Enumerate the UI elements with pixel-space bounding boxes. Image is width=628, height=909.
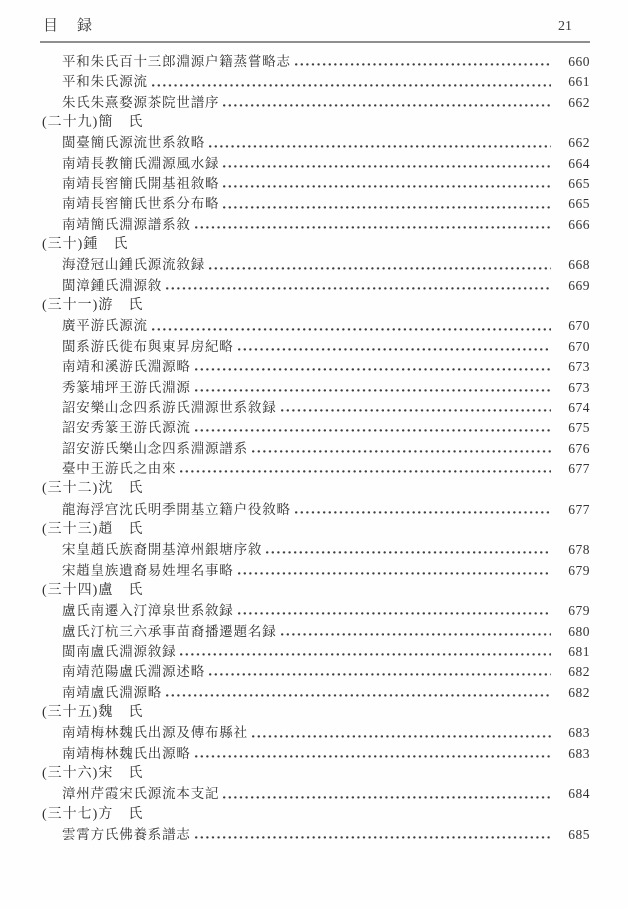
toc-item-title: (三十二)沈 氏 <box>42 481 144 497</box>
toc-row <box>40 316 590 336</box>
toc-item-page: 677 <box>568 501 590 517</box>
toc-item-page: 664 <box>568 155 590 171</box>
toc-item-page: 670 <box>568 318 590 334</box>
toc-row <box>40 398 590 418</box>
toc-item-title: 閩臺簡氏源流世系敘略 <box>62 135 205 151</box>
toc-item-page: 682 <box>568 664 590 680</box>
toc-row <box>40 133 590 153</box>
toc-row <box>40 601 590 621</box>
toc-row <box>40 276 590 296</box>
dot-leader <box>265 543 551 557</box>
toc-row <box>40 642 590 662</box>
toc-row <box>40 662 590 682</box>
dot-leader <box>222 96 551 110</box>
toc-row <box>40 255 590 275</box>
toc-item-page: 678 <box>568 542 590 558</box>
toc-item-title: 秀篆埔坪王游氏淵源 <box>62 379 191 395</box>
dot-leader <box>280 401 552 415</box>
toc-item-title: 詔安秀篆王游氏源流 <box>62 420 191 436</box>
toc-item-page: 679 <box>568 562 590 578</box>
toc-row <box>40 459 590 479</box>
toc-item-page: 682 <box>568 684 590 700</box>
toc-item-title: (二十九)簡 氏 <box>42 115 144 131</box>
dot-leader <box>208 137 551 151</box>
toc-item-page: 675 <box>568 420 590 436</box>
toc-row <box>40 479 590 499</box>
toc-item-page: 674 <box>568 399 590 415</box>
toc-row <box>40 93 590 113</box>
dot-leader <box>222 177 551 191</box>
toc-item-page: 680 <box>568 623 590 639</box>
toc-row <box>40 215 590 235</box>
toc-row <box>40 723 590 743</box>
toc-row <box>40 154 590 174</box>
dot-leader <box>194 218 551 232</box>
toc-item-title: 宋皇趙氏族裔開基漳州銀塘序敘 <box>62 542 263 558</box>
page-number: 21 <box>558 19 572 34</box>
toc-item-page: 665 <box>568 196 590 212</box>
toc-row <box>40 764 590 784</box>
toc-item-title: (三十五)魏 氏 <box>42 705 144 720</box>
toc-item-title: 南靖長窖簡氏開基祖敘略 <box>62 176 220 192</box>
toc-item-title: 南靖長窖簡氏世系分布略 <box>62 196 220 212</box>
dot-leader <box>165 686 551 700</box>
toc-item-title: 宋趙皇族遺裔易姓埋名事略 <box>62 562 234 578</box>
dot-leader <box>151 320 551 334</box>
toc-item-title: 廣平游氏源流 <box>62 318 148 334</box>
toc-item-title: 南靖梅林魏氏出源略 <box>62 745 191 761</box>
toc-item-page: 662 <box>568 135 590 151</box>
dot-leader <box>237 340 551 354</box>
toc-item-title: (三十)鍾 氏 <box>42 237 129 253</box>
page-header <box>40 12 590 43</box>
dot-leader <box>151 76 551 90</box>
dot-leader <box>179 645 551 659</box>
dot-leader <box>280 625 552 639</box>
toc-item-title: 詔安樂山念四系游氏淵源世系敘録 <box>62 399 277 415</box>
toc-row <box>40 174 590 194</box>
toc-item-title: 南靖范陽盧氏淵源述略 <box>62 664 205 680</box>
toc-row <box>40 439 590 459</box>
toc-item-title: 雲霄方氏佛養系譜志 <box>62 827 191 843</box>
toc-item-title: 平和朱氏源流 <box>62 74 148 90</box>
toc-item-page: 684 <box>568 786 590 802</box>
dot-leader <box>194 381 551 395</box>
toc-item-page: 677 <box>568 460 590 476</box>
toc-item-title: 臺中王游氏之由來 <box>62 460 177 476</box>
toc-row <box>40 805 590 825</box>
toc-item-title: 南靖梅林魏氏出源及傳布縣社 <box>62 725 248 741</box>
toc-row <box>40 194 590 214</box>
toc-row <box>40 337 590 357</box>
dot-leader <box>237 564 551 578</box>
toc-row <box>40 357 590 377</box>
dot-leader <box>222 157 551 171</box>
toc-item-title: (三十六)宋 氏 <box>42 766 144 782</box>
toc-row <box>40 784 590 804</box>
toc-item-page: 673 <box>568 359 590 375</box>
dot-leader <box>222 198 551 212</box>
toc-item-title: 南靖盧氏淵源略 <box>62 684 163 700</box>
dot-leader <box>165 279 551 293</box>
toc-item-page: 681 <box>568 643 590 659</box>
toc-item-page: 683 <box>568 725 590 741</box>
dot-leader <box>294 55 551 69</box>
toc-row <box>40 581 590 601</box>
toc-item-title: 龍海浮宫沈氏明季開基立籍户役敘略 <box>62 501 291 517</box>
toc-item-title: 海澄冠山鍾氏源流敘録 <box>62 257 205 273</box>
toc-row <box>40 378 590 398</box>
toc-item-page: 673 <box>568 379 590 395</box>
toc-item-title: 朱氏朱熹婺源茶院世譜序 <box>62 94 220 110</box>
toc-item-title: 閩漳鍾氏淵源敘 <box>62 277 163 293</box>
toc-item-title: 南靖簡氏淵源譜系敘 <box>62 216 191 232</box>
toc-item-title: 漳州芹霞宋氏源流本支記 <box>62 786 220 802</box>
toc-row <box>40 520 590 540</box>
toc-item-title: (三十一)游 氏 <box>42 298 144 314</box>
dot-leader <box>194 421 551 435</box>
toc-row <box>40 744 590 764</box>
toc-item-title: (三十七)方 氏 <box>42 806 144 822</box>
toc-row <box>40 418 590 438</box>
toc-item-page: 670 <box>568 338 590 354</box>
dot-leader <box>237 604 551 618</box>
toc-item-page: 666 <box>568 216 590 232</box>
toc-item-page: 676 <box>568 440 590 456</box>
toc-row <box>40 113 590 133</box>
toc-item-page: 683 <box>568 745 590 761</box>
toc-row <box>40 500 590 520</box>
dot-leader <box>251 442 551 456</box>
dot-leader <box>194 828 551 842</box>
dot-leader <box>294 503 551 517</box>
dot-leader <box>194 360 551 374</box>
page-title: 目 録 <box>43 18 95 34</box>
toc-row <box>40 235 590 255</box>
toc-item-page: 662 <box>568 94 590 110</box>
toc-item-page: 679 <box>568 603 590 619</box>
toc-item-page: 660 <box>568 54 590 69</box>
toc-item-title: 閩系游氏徙布與東昇房紀略 <box>62 338 234 354</box>
toc-row <box>40 52 590 72</box>
toc-item-title: 盧氏汀杭三六承事苗裔播遷題名録 <box>62 623 277 639</box>
toc-row <box>40 540 590 560</box>
toc-item-title: (三十三)趙 氏 <box>42 521 144 537</box>
toc-row <box>40 622 590 642</box>
dot-leader <box>208 665 551 679</box>
toc-item-page: 669 <box>568 277 590 293</box>
toc-item-title: 平和朱氏百十三郎淵源户籍蒸嘗略志 <box>62 54 291 69</box>
toc-row <box>40 561 590 581</box>
toc-row <box>40 703 590 723</box>
toc-item-title: 詔安游氏樂山念四系淵源譜系 <box>62 440 248 456</box>
toc-item-title: (三十四)盧 氏 <box>42 582 144 598</box>
toc-item-page: 661 <box>568 74 590 90</box>
dot-leader <box>179 462 551 476</box>
toc-item-title: 閩南盧氏淵源敘録 <box>62 643 177 659</box>
dot-leader <box>194 747 551 761</box>
toc-item-page: 665 <box>568 176 590 192</box>
toc-row <box>40 296 590 316</box>
toc-item-title: 盧氏南遷入汀漳泉世系敘録 <box>62 603 234 619</box>
toc-item-title: 南靖長教簡氏淵源風水録 <box>62 155 220 171</box>
dot-leader <box>222 788 551 802</box>
toc-list <box>40 52 590 845</box>
toc-item-page: 685 <box>568 827 590 843</box>
toc-item-page: 668 <box>568 257 590 273</box>
toc-item-title: 南靖和溪游氏淵源略 <box>62 359 191 375</box>
dot-leader <box>251 727 551 741</box>
toc-row <box>40 72 590 92</box>
toc-row <box>40 825 590 845</box>
dot-leader <box>208 259 551 273</box>
toc-row <box>40 683 590 703</box>
